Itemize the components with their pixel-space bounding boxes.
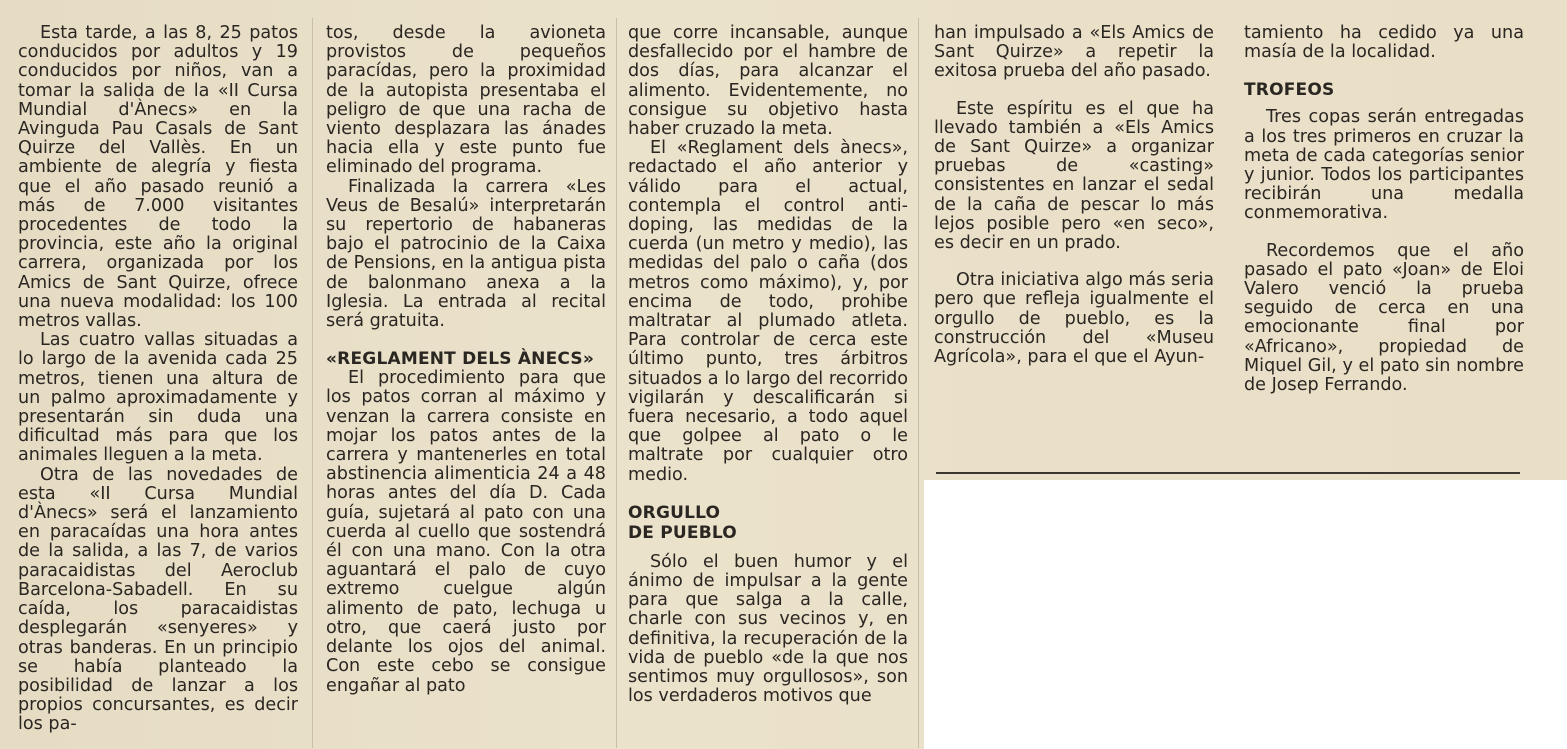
paragraph: Otra de las novedades de esta «II Cursa Mundial d'Ànecs» será el lanzamiento en paracaídas una hora antes de la salida, a las 7, de varios paracaidistas del Aeroclub Barcelona-Sabadell. En su caída, los paracaidistas desplegarán «senyeres» y otras banderas. En un principio se había planteado la posibilidad de lanzar a los propios concursantes, es decir los pa- [18,464,298,735]
paragraph: Recordemos que el año pasado el pato «Joan» de Eloi Valero venció la prueba seguido de cerca en una emocionante final por «Africano», propiedad de Miquel Gil, y el pato sin nombre de Josep Ferrando. [1244,240,1524,396]
article-column-4 [934,24,1214,367]
paragraph: Sólo el buen humor y el ánimo de impulsar a la gente para que salga a la calle, charle con sus vecinos y, en definitiva, la recuperación de la vida de pueblo «de la que nos sentimos muy orgullosos», son los verdaderos motivos que [628,551,908,707]
paragraph: Tres copas serán entregadas a los tres primeros en cruzar la meta de cada categorías senior y junior. Todos los participantes recibirán una medalla conmemorativa. [1244,107,1524,224]
paragraph: Las cuatro vallas situadas a lo largo de la avenida cada 25 metros, tienen una altura de un palmo aproximadamente y presentarán sin duda una dificultad más para que los animales lleguen a la meta. [18,330,298,466]
column-divider [312,18,313,748]
paragraph: tamiento ha cedido ya una masía de la localidad. [1244,23,1524,63]
article-column-2 [326,24,606,696]
paragraph: El «Reglament dels ànecs», redactado el año anterior y válido para el actual, contempla el control anti-doping, las medidas de la cuerda (un metro y medio), las medidas del palo o caña (dos metros como máximo), y, por encima de todo, prohibe maltratar al plumado atleta. Para controlar de cerca este último punto, tres árbitros situados a lo largo del recorrido vigilarán y descalificarán si fuera necesario, a todo aquel que golpee al pato o le maltrate por cualquier otro medio. [628,138,908,485]
paragraph: que corre incansable, aunque desfallecido por el hambre de dos días, para alcanzar el alimento. Evidentemente, no consigue su objetivo hasta haber cruzado la meta. [628,23,908,140]
section-heading: DE PUEBLO [628,522,737,543]
paragraph: Otra iniciativa algo más seria pero que refleja igualmente el orgullo de pueblo, es la construcción del «Museu Agrícola», para el que el Ayun- [934,270,1214,368]
section-heading: TROFEOS [1244,80,1335,101]
column-divider [918,18,919,748]
paragraph: han impulsado a «Els Amics de Sant Quirze» a repetir la exitosa prueba del año pasado. [934,23,1214,82]
article-column-1 [18,24,298,735]
blank-area [924,480,1567,749]
paragraph: Finalizada la carrera «Les Veus de Besalú» interpretarán su repertorio de habaneras bajo el patrocinio de la Caixa de Pensions, en la antigua pista de balonmano anexa a la Iglesia. La entrada al recital será gratuita. [326,176,607,332]
column-divider [616,18,617,748]
section-heading: «REGLAMENT DELS ÀNECS» [326,349,595,370]
paragraph: Este espíritu es el que ha llevado también a «Els Amics de Sant Quirze» a organizar pruebas de «casting» consistentes en lanzar el sedal de la caña de pescar lo más lejos posible pero «en seco», es decir en un prado. [934,98,1214,254]
paragraph: Esta tarde, a las 8, 25 patos conducidos por adultos y 19 conducidos por niños, van a tomar la salida de la «II Cursa Mundial d'Ànecs» en la Avinguda Pau Casals de Sant Quirze del Vallès. En un ambiente de alegría y fiesta que el año pasado reunió a más de 7.000 visitantes procedentes de todo la provincia, este año la original carrera, organizada por los Amics de Sant Quirze, ofrece una nueva modalidad: los 100 metros vallas. [18,23,298,332]
paragraph: tos, desde la avioneta provistos de pequeños paracídas, pero la proximidad de la autopista presentaba el peligro de que una racha de viento desplazara las ánades hacia ella y este punto fue eliminado del programa. [326,23,606,178]
horizontal-rule [936,472,1520,474]
section-heading: ORGULLO [628,502,721,523]
article-column-5 [1244,24,1524,395]
article-column-3 [628,24,908,707]
paragraph: El procedimiento para que los patos corran al máximo y venzan la carrera consiste en mojar los patos antes de la carrera y mantenerles en total abstinencia alimenticia 24 a 48 horas antes del día D. Cada guía, sujetará al pato con una cuerda al cuello que sostendrá él con una mano. Con la otra aguantará el palo de cuyo extremo cuelgue algún alimento de pato, lechuga u otro, que caerá justo por delante los ojos del animal. Con este cebo se consigue engañar al pato [326,368,606,696]
